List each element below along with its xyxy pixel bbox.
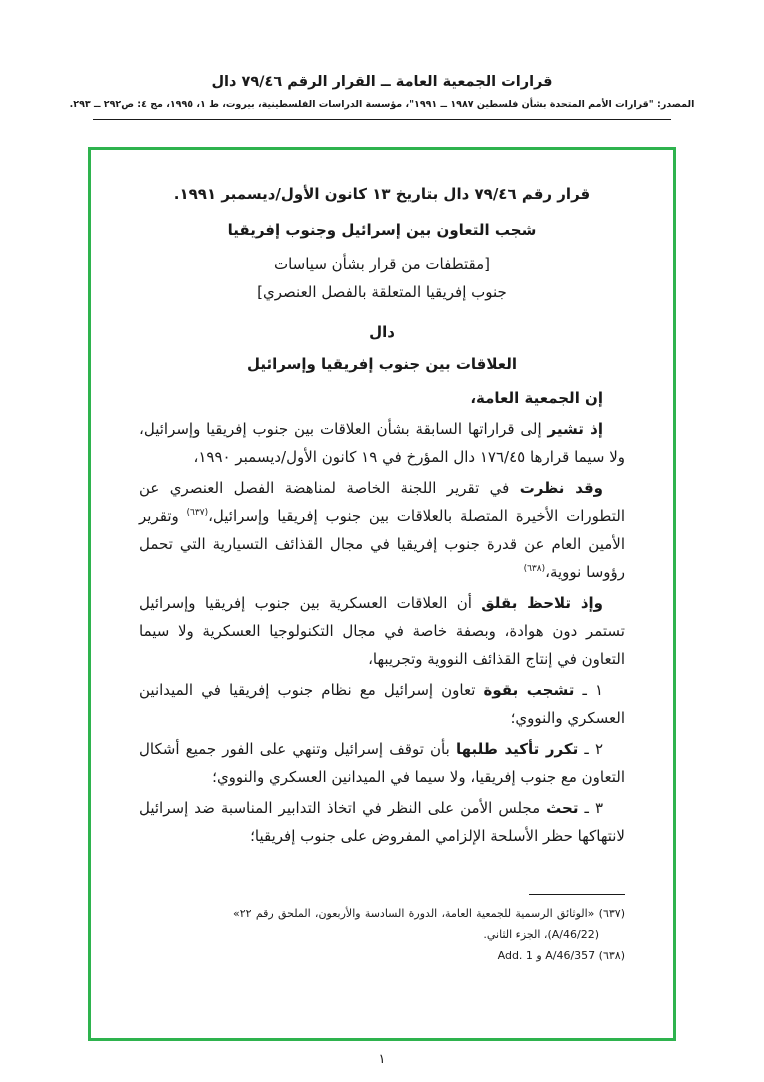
operative-paragraph-2 bbox=[139, 735, 625, 791]
resolution-frame bbox=[88, 147, 676, 1041]
footnote-text: A/46/357 و Add. 1 bbox=[497, 949, 599, 962]
item-number: ٣ ـ bbox=[578, 799, 603, 817]
footnote-637 bbox=[233, 903, 625, 945]
item-number: ٢ ـ bbox=[578, 740, 604, 758]
source-line: المصدر: "قرارات الأمم المتحدة بشأن فلسطين ١٩٨٧ ــ ١٩٩١"، مؤسسة الدراسات الفلسطينية، بيروت، ط ١، ١٩٩٥، مج ٤: ص٢٩٢ ــ ٢٩٣. bbox=[69, 99, 695, 110]
resolution-title: قرار رقم ٧٩/٤٦ دال بتاريخ ١٣ كانون الأول/ديسمبر ١٩٩١. bbox=[173, 185, 591, 203]
opening-phrase: إن الجمعية العامة، bbox=[470, 389, 603, 407]
preamble-paragraph-2 bbox=[139, 474, 625, 586]
paragraph-text: إلى قراراتها السابقة بشأن العلاقات بين جنوب إفريقيا وإسرائيل، ولا سيما قرارها ١٧٦/٤٥ دال المؤرخ في ١٩ كانون الأول/ديسمبر ١٩٩٠، bbox=[139, 420, 625, 466]
page-number: ١ bbox=[378, 1052, 386, 1067]
footnote-marker: (٦٣٨) bbox=[598, 949, 625, 962]
item-text: بأن توقف إسرائيل وتنهي على الفور جميع أشكال التعاون مع جنوب إفريقيا، ولا سيما في الميدانين العسكري والنووي؛ bbox=[139, 740, 625, 786]
paragraph-text: أن العلاقات العسكرية بين جنوب إفريقيا وإسرائيل تستمر دون هوادة، وبصفة خاصة في مجال التكنولوجيا العسكرية ولا سيما التعاون في إنتاج القذائف النووية وتجريبها، bbox=[139, 594, 625, 668]
section-letter: دال bbox=[369, 323, 395, 341]
footnote-ref-638: (٦٣٨) bbox=[523, 564, 546, 574]
section-title: العلاقات بين جنوب إفريقيا وإسرائيل bbox=[246, 355, 518, 373]
item-lead: تحث bbox=[546, 799, 579, 817]
operative-paragraph-1 bbox=[139, 676, 625, 732]
paragraph-lead: وقد نظرت bbox=[519, 479, 603, 497]
footnote-divider bbox=[529, 894, 625, 895]
footnote-marker: (٦٣٧) bbox=[598, 907, 625, 920]
excerpt-note-line-1: [مقتطفات من قرار بشأن سياسات bbox=[273, 255, 491, 273]
paragraph-lead: إذ تشير bbox=[547, 420, 603, 438]
paragraph-lead: وإذ تلاحظ بقلق bbox=[481, 594, 603, 612]
footnote-638 bbox=[233, 945, 625, 966]
paragraph-text: وتقرير الأمين العام عن قدرة جنوب إفريقيا في مجال القذائف التسيارية التي تحمل رؤوسا نووية، bbox=[139, 507, 625, 581]
preamble-paragraph-1 bbox=[139, 415, 625, 471]
item-text: تعاون إسرائيل مع نظام جنوب إفريقيا في الميدانين العسكري والنووي؛ bbox=[139, 681, 625, 727]
footnotes bbox=[233, 894, 625, 966]
resolution-body bbox=[139, 180, 625, 850]
page-title: قرارات الجمعية العامة ــ القرار الرقم ٧٩/٤٦ دال bbox=[211, 74, 553, 90]
operative-paragraph-3 bbox=[139, 794, 625, 850]
footnote-ref-637: (٦٣٧) bbox=[186, 508, 209, 518]
item-text: مجلس الأمن على النظر في اتخاذ التدابير المناسبة ضد إسرائيل لانتهاكها حظر الأسلحة الإلزامي المفروض على جنوب إفريقيا؛ bbox=[139, 799, 625, 845]
header-divider bbox=[93, 119, 671, 120]
resolution-subject: شجب التعاون بين إسرائيل وجنوب إفريقيا bbox=[227, 221, 537, 239]
paragraph-text: في تقرير اللجنة الخاصة لمناهضة الفصل العنصري عن التطورات الأخيرة المتصلة بالعلاقات بين جنوب إفريقيا وإسرائيل، bbox=[139, 479, 625, 525]
footnote-text: «الوثائق الرسمية للجمعية العامة، الدورة السادسة والأربعون، الملحق رقم ٢٢» (A/46/22)، الجزء الثاني. bbox=[233, 907, 599, 941]
page-header bbox=[0, 74, 764, 120]
item-number: ١ ـ bbox=[574, 681, 603, 699]
item-lead: تشجب بقوة bbox=[483, 681, 575, 699]
excerpt-note-line-2: جنوب إفريقيا المتعلقة بالفصل العنصري] bbox=[257, 283, 507, 301]
preamble-paragraph-3 bbox=[139, 589, 625, 673]
item-lead: تكرر تأكيد طلبها bbox=[455, 740, 579, 758]
